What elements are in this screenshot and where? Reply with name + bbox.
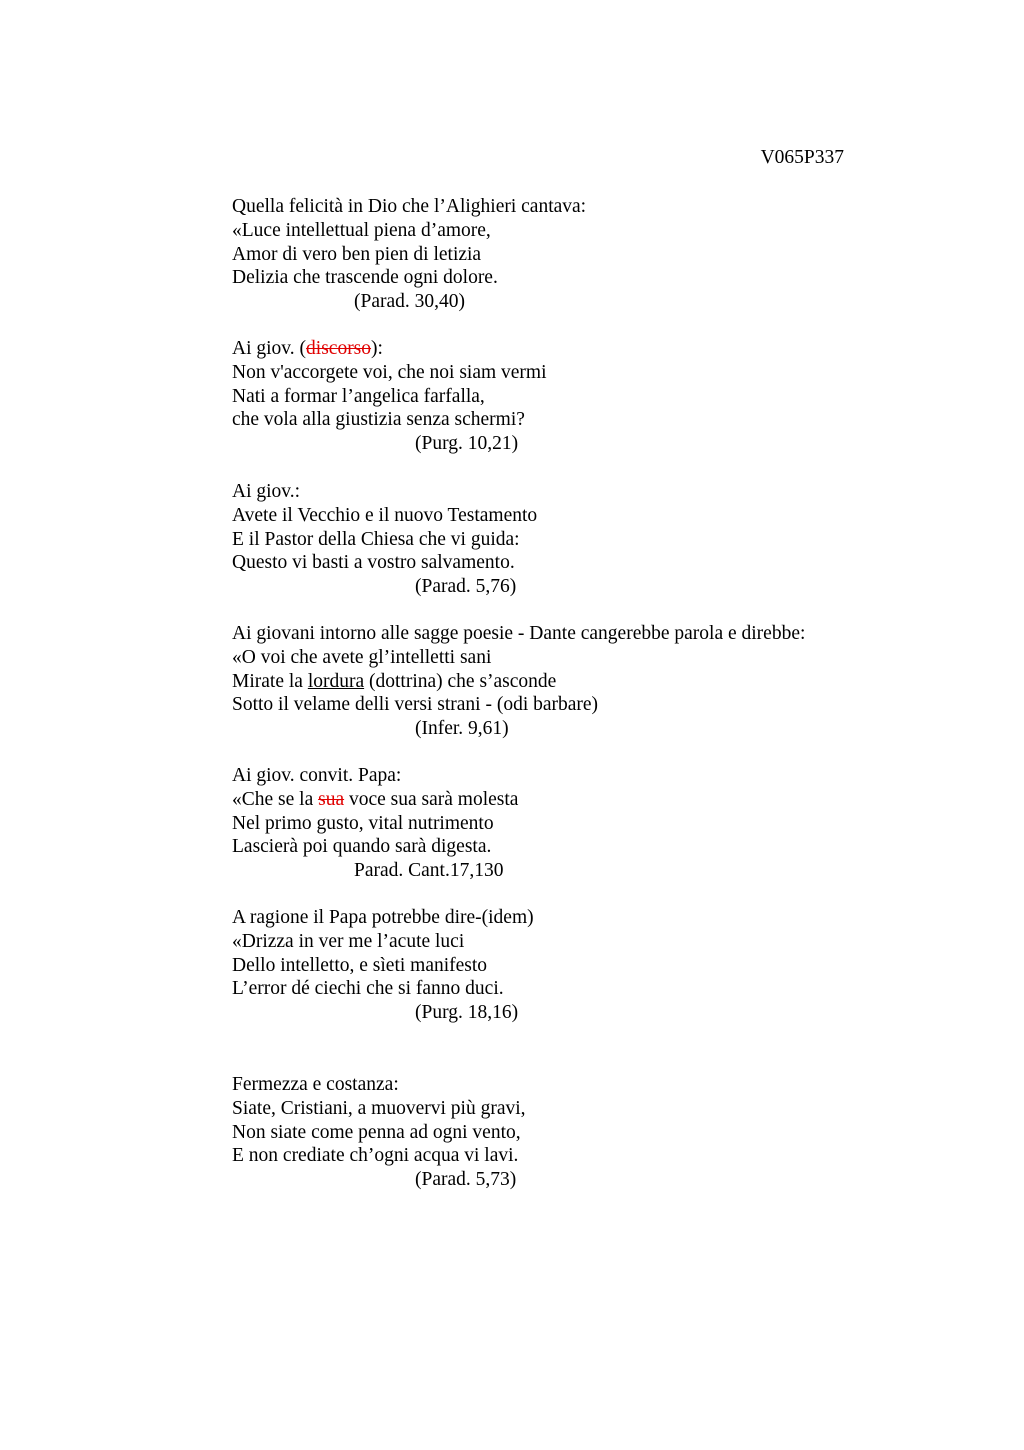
heading-text: ): [371,338,383,359]
verse-line-underlined [232,670,932,694]
section-heading: Ai giov.: [232,481,301,502]
verse-line: Siate, Cristiani, a muovervi più gravi, [232,1097,526,1119]
citation: (Infer. 9,61) [415,718,509,740]
verse-line: Nati a formar l’angelica farfalla, [232,385,485,407]
verse-line: «Luce intellettual piena d’amore, [232,219,491,241]
heading-text: Ai giov. ( [232,338,307,359]
verse-line-struck [232,788,932,812]
section-paradiso-5-73 [232,1073,932,1192]
section-heading: Ai giov. convit. Papa: [232,765,402,786]
verse-line: E il Pastor della Chiesa che vi guida: [232,528,520,550]
section-paradiso-5-76 [232,480,932,599]
verse-text: voce sua sarà molesta [344,788,519,810]
verse-line: Questo vi basti a vostro salvamento. [232,552,515,574]
verse-text: «Che se la [232,788,319,810]
citation: (Parad. 5,73) [415,1169,517,1191]
verse-line: Lascierà poi quando sarà digesta. [232,836,492,858]
section-purgatorio-18 [232,906,932,1025]
verse-line: E non crediate ch’ogni acqua vi lavi. [232,1145,519,1167]
verse-line: L’error dé ciechi che si fanno duci. [232,978,504,1000]
citation: (Parad. 30,40) [354,291,466,313]
citation: (Parad. 5,76) [415,576,517,598]
text-line: Quella felicità in Dio che l’Alighieri cantava: [232,196,587,217]
verse-line: «Drizza in ver me l’acute luci [232,930,465,952]
verse-line: che vola alla giustizia senza schermi? [232,409,525,431]
verse-line: Delizia che trascende ogni dolore. [232,267,498,289]
section-heading: Fermezza e costanza: [232,1074,399,1095]
verse-line: Nel primo gusto, vital nutrimento [232,812,494,834]
citation: (Purg. 10,21) [415,433,519,455]
citation: Parad. Cant.17,130 [354,860,504,882]
verse-line: Dello intelletto, e sìeti manifesto [232,954,488,976]
verse-line: Amor di vero ben pien di letizia [232,243,482,265]
citation: (Purg. 18,16) [415,1002,519,1024]
section-inferno-9 [232,622,932,741]
verse-line: Avete il Vecchio e il nuovo Testamento [232,504,538,526]
struck-word: sua [318,788,345,810]
verse-line: Non v'accorgete voi, che noi siam vermi [232,361,547,383]
section-heading [232,337,932,361]
verse-line: Sotto il velame delli versi strani - (odi barbare) [232,694,599,716]
section-heading: A ragione il Papa potrebbe dire-(idem) [232,907,534,928]
underlined-word: lordura [307,670,365,692]
verse-text: (dottrina) che s’asconde [364,670,557,692]
section-paradiso-30 [232,195,932,314]
section-purgatorio-10 [232,337,932,456]
verse-line: Non siate come penna ad ogni vento, [232,1121,521,1143]
section-paradiso-17 [232,764,932,883]
struck-word: discorso [306,338,372,359]
page-id: V065P337 [760,147,844,168]
verse-line: «O voi che avete gl’intelletti sani [232,646,492,668]
section-heading: Ai giovani intorno alle sagge poesie - Dante cangerebbe parola e direbbe: [232,623,806,644]
verse-text: Mirate la [232,670,308,692]
